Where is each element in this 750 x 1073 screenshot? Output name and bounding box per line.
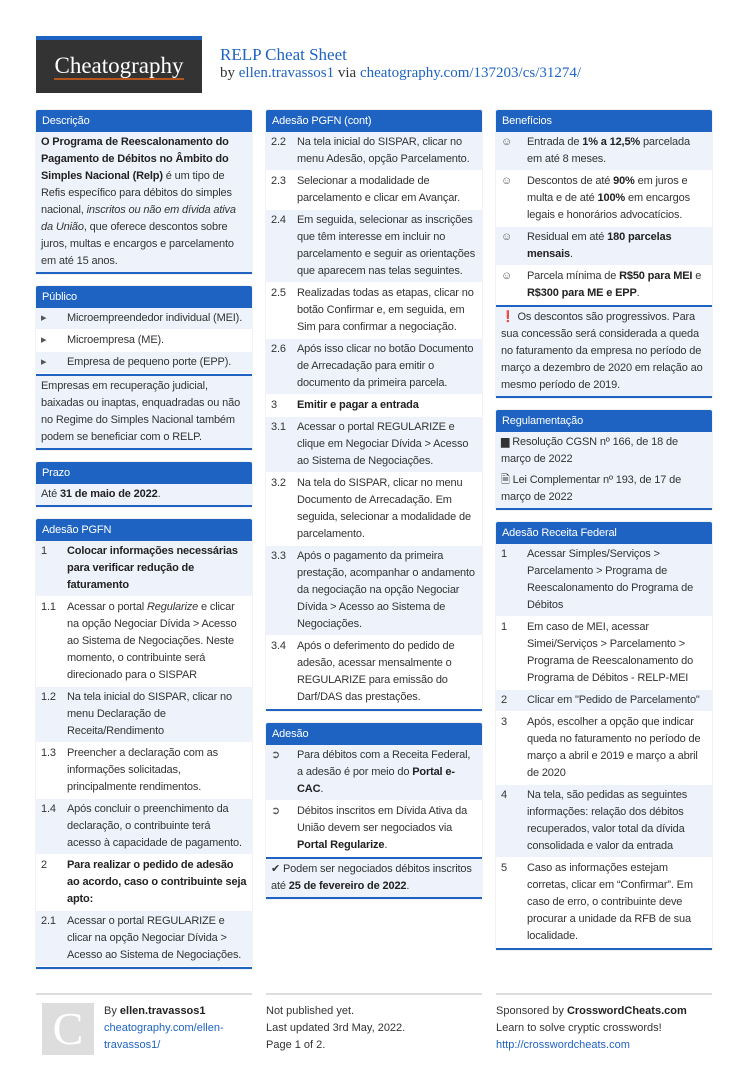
section-publico [36, 286, 252, 450]
text-segment: Selecionar a modalidade de parcelamento e clicar em Avançar. [297, 175, 460, 204]
text-segment: Descontos de até [527, 175, 614, 187]
list-item [266, 473, 482, 546]
item-text [67, 599, 247, 684]
list-item [496, 785, 712, 858]
text-segment: 100% [597, 192, 626, 204]
circle-arrow-right-icon: ➲ [271, 749, 281, 761]
sponsor-name: CrosswordCheats.com [566, 1005, 687, 1017]
sheet-url-link[interactable]: cheatography.com/137203/cs/31274/ [359, 65, 582, 81]
step-number: 4 [501, 789, 507, 801]
text-segment: inscritos ou não em dívida ativa da União [41, 204, 236, 233]
step-number: 2.2 [271, 136, 286, 148]
item-text [67, 543, 247, 594]
text-segment: Resolução CGSN nº 166, de 18 de março de 2022 [501, 436, 678, 465]
section-header: Prazo [36, 462, 252, 484]
item-text [527, 714, 707, 782]
column-3 [496, 110, 712, 962]
list-item [36, 597, 252, 687]
footer-author [36, 993, 252, 1054]
text-segment: Após concluir o preenchimento da declaração, o contribuinte terá acesso à capacidade de pagamento. [67, 803, 242, 849]
via-label: via [337, 65, 357, 81]
list-item [266, 339, 482, 395]
list-item [496, 266, 712, 305]
item-text [527, 692, 707, 709]
text-segment: Podem ser negociados débitos inscritos até [271, 863, 472, 892]
section-adesao [266, 723, 482, 899]
item-text [297, 638, 477, 706]
text-segment: , que oferece descontos sobre juros, multas e encargos e parcelamento em até 15 anos. [41, 221, 234, 267]
section-text [496, 432, 712, 470]
item-text [67, 354, 247, 371]
item-text [297, 341, 477, 392]
list-item [496, 227, 712, 266]
list-item [496, 171, 712, 227]
section-adesao-pgfn [36, 519, 252, 969]
text-segment: Na tela inicial do SISPAR, clicar no menu Adesão, opção Parcelamento. [297, 136, 470, 165]
text-segment: Após, escolher a opção que indicar queda no faturamento no período de março a abril e 2019 e março a abril de 2020 [527, 716, 701, 779]
text-segment: Para débitos com a Receita Federal, a adesão é por meio do [297, 749, 471, 778]
text-segment: Regularize [147, 601, 199, 613]
item-text [67, 310, 247, 327]
section-text [36, 132, 252, 272]
text-segment: Lei Complementar nº 193, de 17 de março de 2022 [501, 474, 682, 503]
list-item [266, 417, 482, 473]
text-segment: 25 de fevereiro de 2022 [288, 880, 407, 892]
text-segment: Emitir e pagar a entrada [297, 399, 419, 411]
step-number: 2.6 [271, 343, 286, 355]
text-segment: Residual em até [527, 231, 608, 243]
text-segment: Acessar o portal REGULARIZE e clicar na opção Negociar Dívida > Acesso ao Sistema de Negociações. [67, 915, 242, 961]
text-segment: Microempresa (ME). [67, 334, 164, 346]
text-segment: O Programa de Reescalonamento do Pagamento de Débitos no Âmbito do Simples Nacional (Relp) [41, 136, 229, 182]
text-segment: 1% a 12,5% [582, 136, 641, 148]
section-adesao-pgfn-cont [266, 110, 482, 711]
list-item [36, 330, 252, 352]
text-segment: em juros e multa e de até [527, 175, 688, 204]
section-header: Público [36, 286, 252, 308]
item-text [67, 857, 247, 908]
step-number: 2 [41, 859, 47, 871]
step-number: 1.1 [41, 601, 56, 613]
text-segment: parcelada em até 8 meses. [527, 136, 690, 165]
text-segment: 90% [613, 175, 635, 187]
text-segment: ▆ [501, 436, 513, 448]
text-segment: Na tela inicial do SISPAR, clicar no menu Declaração de Receita/Rendimento [67, 691, 232, 737]
page-number: Page 1 of 2. [266, 1039, 326, 1051]
list-item [36, 308, 252, 330]
step-number: 1 [41, 545, 47, 557]
list-item [266, 801, 482, 857]
by-label: By [104, 1005, 120, 1017]
item-text [67, 801, 247, 852]
author-link[interactable]: ellen.travassos1 [238, 65, 335, 81]
section-header: Adesão [266, 723, 482, 745]
step-number: 1.2 [41, 691, 56, 703]
item-text [67, 332, 247, 349]
step-number: 2.3 [271, 175, 286, 187]
list-item [36, 855, 252, 911]
smiley-icon: ☺ [501, 175, 513, 187]
sponsor-link[interactable]: http://crosswordcheats.com [496, 1039, 630, 1051]
step-number: 2.1 [41, 915, 56, 927]
text-segment: Na tela do SISPAR, clicar no menu Documento de Arrecadação. Em seguida, selecionar a modalidade de parcelamento. [297, 477, 471, 540]
caret-right-icon: ▸ [41, 312, 47, 324]
step-number: 1.3 [41, 747, 56, 759]
list-item [496, 858, 712, 948]
text-segment: Colocar informações necessárias para verificar redução de faturamento [67, 545, 238, 591]
smiley-icon: ☺ [501, 136, 513, 148]
item-text [527, 134, 707, 168]
caret-right-icon: ▸ [41, 356, 47, 368]
footer-author-name: ellen.travassos1 [119, 1005, 206, 1017]
step-number: 3.2 [271, 477, 286, 489]
list-item [496, 544, 712, 617]
caret-right-icon: ▸ [41, 334, 47, 346]
list-item [266, 283, 482, 339]
list-item [496, 132, 712, 171]
step-number: 2 [501, 694, 507, 706]
list-item [36, 352, 252, 374]
step-number: 1 [501, 621, 507, 633]
last-updated: Last updated 3rd May, 2022. [266, 1022, 406, 1034]
step-number: 2.5 [271, 287, 286, 299]
text-segment: Após o deferimento do pedido de adesão, acessar mensalmente o REGULARIZE para emissão do Darf/DAS das prestações. [297, 640, 455, 703]
text-segment: Em caso de MEI, acessar Simei/Serviços > Parcelamento > Programa de Reescalonamento do Programa de Débitos - RELP-MEI [527, 621, 694, 684]
sponsor-tagline: Learn to solve cryptic crosswords! [496, 1022, 662, 1034]
section-note [266, 857, 482, 897]
section-note [36, 374, 252, 448]
text-segment: Acessar Simples/Serviços > Parcelamento > Programa de Reescalonamento do Programa de Débitos [527, 548, 694, 611]
page-title: RELP Cheat Sheet [220, 45, 347, 64]
item-text [67, 689, 247, 740]
item-text [527, 546, 707, 614]
section-text [36, 484, 252, 505]
logo-text: Cheatography [54, 52, 184, 78]
text-segment: . [157, 488, 161, 500]
item-text [67, 913, 247, 964]
section-header: Benefícios [496, 110, 712, 132]
text-segment: Preencher a declaração com as informações solicitadas, principalmente rendimentos. [67, 747, 218, 793]
list-item [266, 745, 482, 801]
step-number: 3.1 [271, 421, 286, 433]
text-segment: Parcela mínima de [527, 270, 620, 282]
text-segment: ✔ [271, 863, 283, 875]
text-segment: Até [41, 488, 60, 500]
item-text [297, 548, 477, 633]
step-number: 1 [501, 548, 507, 560]
author-profile-link[interactable]: cheatography.com/ellen-travassos1/ [104, 1022, 224, 1051]
text-segment: Portal e-CAC [297, 766, 455, 795]
text-segment: R$50 para MEI [619, 270, 693, 282]
item-text [527, 268, 707, 302]
section-prazo [36, 462, 252, 507]
list-item [266, 636, 482, 709]
item-text [297, 803, 477, 854]
section-descricao [36, 110, 252, 274]
list-item [36, 541, 252, 597]
byline [220, 65, 581, 82]
text-segment: Entrada de [527, 136, 583, 148]
item-text [297, 134, 477, 168]
text-segment: Na tela, são pedidas as seguintes informações: relação dos débitos recuperados, valor total da dívida consolidada e valor da entrada [527, 789, 688, 852]
text-segment: . [406, 880, 410, 892]
sponsor-label: Sponsored by [496, 1005, 567, 1017]
cheatography-logo[interactable] [36, 36, 202, 93]
circle-arrow-right-icon: ➲ [271, 805, 281, 817]
smiley-icon: ☺ [501, 270, 513, 282]
step-number: 2.4 [271, 214, 286, 226]
text-segment: Empresa de pequeno porte (EPP). [67, 356, 232, 368]
text-segment: Após isso clicar no botão Documento de Arrecadação para emitir o documento da primeira parcela. [297, 343, 474, 389]
step-number: 3.3 [271, 550, 286, 562]
list-item [36, 911, 252, 967]
text-segment: Em seguida, selecionar as inscrições que têm interesse em incluir no parcelamento e seguir as orientações que aparecem nas telas seguintes. [297, 214, 476, 277]
step-number: 3.4 [271, 640, 286, 652]
list-item [36, 687, 252, 743]
item-text [67, 745, 247, 796]
item-text [297, 475, 477, 543]
item-text [527, 787, 707, 855]
text-segment: Acessar o portal REGULARIZE e clique em Negociar Dívida > Acesso ao Sistema de Negociações. [297, 421, 469, 467]
text-segment: Débitos inscritos em Dívida Ativa da União devem ser negociados via [297, 805, 468, 834]
column-2 [266, 110, 482, 911]
footer-sponsor [496, 993, 712, 1054]
list-item [266, 546, 482, 636]
footer-status [266, 993, 482, 1054]
step-number: 5 [501, 862, 507, 874]
smiley-icon: ☺ [501, 231, 513, 243]
text-segment: Microempreendedor individual (MEI). [67, 312, 243, 324]
text-segment: Após o pagamento da primeira prestação, acompanhar o andamento da negociação na opção Negociar Dívida > Acesso ao Sistema de Negociações. [297, 550, 475, 630]
list-item [36, 799, 252, 855]
section-note [496, 305, 712, 396]
item-text [297, 285, 477, 336]
text-segment: 31 de maio de 2022 [59, 488, 158, 500]
text-segment: 🗎 [501, 474, 513, 486]
item-text [297, 397, 477, 414]
list-item [36, 743, 252, 799]
item-text [297, 173, 477, 207]
list-item [266, 395, 482, 417]
text-segment: Portal Regularize [297, 839, 385, 851]
text-segment: . [569, 248, 573, 260]
item-text [527, 619, 707, 687]
list-item [266, 132, 482, 171]
text-segment: . [384, 839, 388, 851]
section-header: Adesão PGFN [36, 519, 252, 541]
text-segment: . [320, 783, 324, 795]
section-beneficios [496, 110, 712, 398]
list-item [496, 617, 712, 690]
item-text [527, 173, 707, 224]
by-label: by [220, 65, 235, 81]
list-item [496, 712, 712, 785]
text-segment: em encargos legais e honorários advocatícios. [527, 192, 690, 221]
section-header: Adesão Receita Federal [496, 522, 712, 544]
list-item [496, 690, 712, 712]
list-item [266, 171, 482, 210]
section-header: Descrição [36, 110, 252, 132]
item-text [297, 747, 477, 798]
text-segment: Clicar em "Pedido de Parcelamento" [527, 694, 700, 706]
text-segment: Os descontos são progressivos. Para sua concessão será considerada a queda no faturamento da empresa no período de março a dezembro de 2020 em relação ao mesmo período de 2019. [501, 311, 703, 391]
text-segment: Empresas em recuperação judicial, baixadas ou inaptas, enquadradas ou não no Regime do Simples Nacional também podem se beneficiar com o RELP. [41, 380, 241, 443]
text-segment: e clicar na opção Negociar Dívida > Acesso ao Sistema de Negociações. Neste momento, o contribuinte será direcionado para o SISPAR [67, 601, 237, 681]
text-segment: . [636, 287, 640, 299]
column-1 [36, 110, 252, 981]
item-text [527, 860, 707, 945]
step-number: 3 [271, 399, 277, 411]
step-number: 1.4 [41, 803, 56, 815]
published-status: Not published yet. [266, 1005, 355, 1017]
text-segment: é um tipo de Refis específico para débitos do simples nacional, [41, 170, 232, 216]
item-text [297, 212, 477, 280]
section-header: Adesão PGFN (cont) [266, 110, 482, 132]
section-header: Regulamentação [496, 410, 712, 432]
item-text [297, 419, 477, 470]
list-item [266, 210, 482, 283]
text-segment: Para realizar o pedido de adesão ao acordo, caso o contribuinte seja apto: [67, 859, 247, 905]
avatar: C [42, 1003, 94, 1055]
text-segment: Caso as informações estejam corretas, clicar em “Confirmar”. Em caso de erro, o contribuinte deve procurar a unidade da RFB de sua localidade. [527, 862, 693, 942]
item-text [527, 229, 707, 263]
text-segment: R$300 para ME e EPP [527, 287, 637, 299]
section-adesao-receita-federal [496, 522, 712, 950]
text-segment: e [692, 270, 702, 282]
section-regulamentacao [496, 410, 712, 510]
text-segment: Realizadas todas as etapas, clicar no botão Confirmar e, em seguida, em Sim para confirmar a negociação. [297, 287, 474, 333]
text-segment: Acessar o portal [67, 601, 147, 613]
text-segment: ❗ [501, 311, 518, 323]
section-text [496, 470, 712, 508]
text-segment: 180 parcelas mensais [527, 231, 672, 260]
step-number: 3 [501, 716, 507, 728]
